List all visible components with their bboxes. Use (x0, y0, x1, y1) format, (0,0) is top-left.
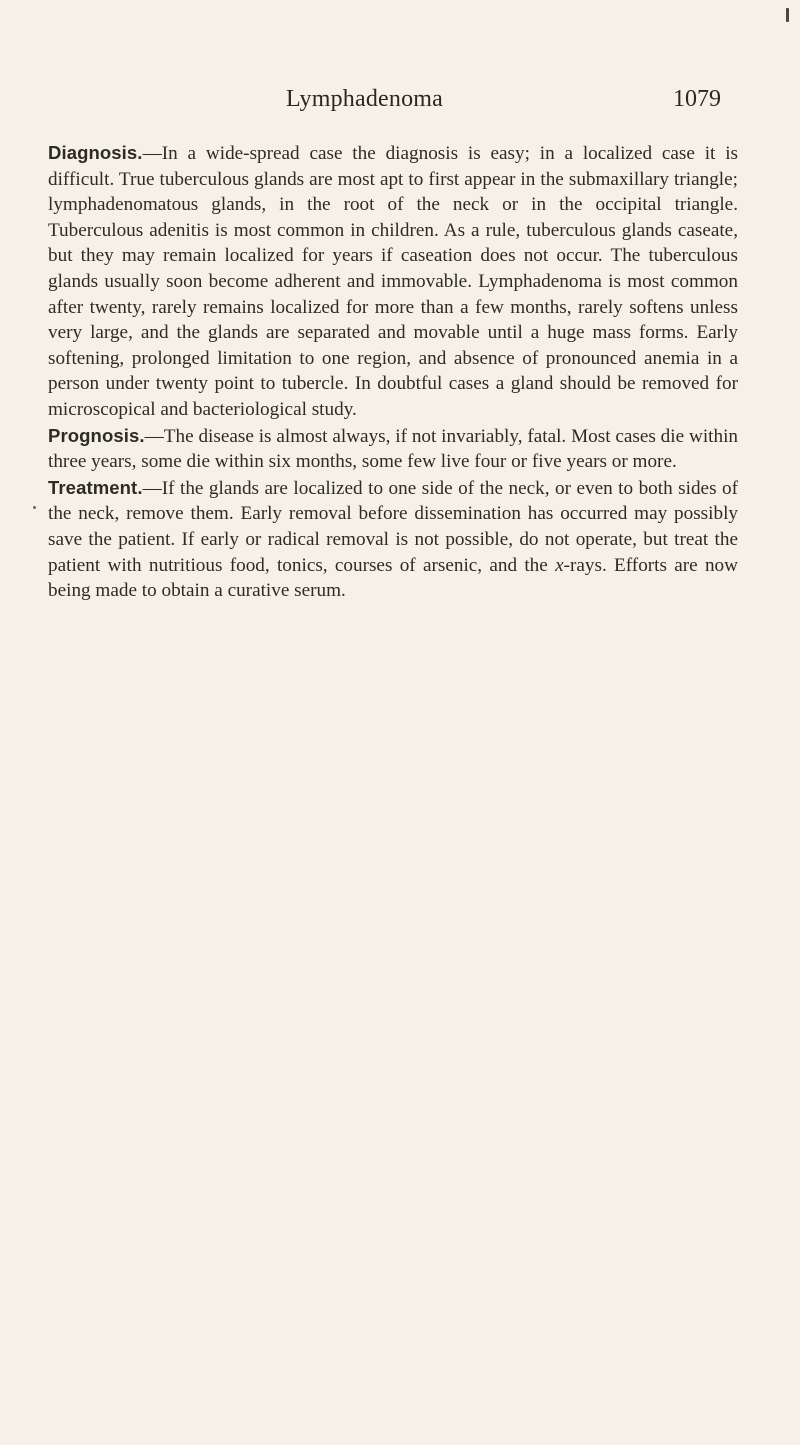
diagnosis-text: —In a wide-spread case the diagnosis is easy; in a localized case it is difficult. True tuberculous glands are most apt to first appear in the submaxillary triangle; lymphadenomatous glands, in the root of the neck or in the occipital triangle. Tuberculous adenitis is most common in children. As a rule, tuberculous glands caseate, but they may remain localized for years if caseation does not occur. The tuberculous glands usually soon become adherent and immovable. Lymphadenoma is most common after twenty, rarely remains localized for more than a few months, rarely softens unless very large, and the glands are separated and movable until a huge mass forms. Early softening, prolonged limitation to one region, and absence of pronounced anemia in a person under twenty point to tubercle. In doubtful cases a gland should be removed for microscopical and bacteriological study. (48, 143, 738, 420)
heading-diagnosis: Diagnosis. (48, 142, 143, 163)
heading-treatment: Treatment. (48, 476, 143, 498)
body-text (48, 140, 738, 604)
paragraph-prognosis (48, 423, 738, 475)
treatment-text-part1: —If the glands are localized to one side of the neck, or even to both sides of the neck, remove them. Early removal before dissemination has occurred may possibly save the patient. If early or radical removal is not possible, do not operate, but treat the patient with nutritious food, tonics, courses of arsenic, and the (48, 477, 738, 576)
prognosis-text: —The disease is almost always, if not invariably, fatal. Most cases die within three years, some die within six months, some few live four or five years or more. (48, 425, 738, 473)
running-head (0, 86, 800, 122)
treatment-italic-x: x (555, 554, 564, 576)
paragraph-diagnosis (48, 140, 738, 423)
page-number: 1079 (673, 86, 721, 112)
heading-prognosis: Prognosis. (48, 424, 145, 446)
scan-edge-mark (786, 8, 789, 22)
treatment-text-part2: -rays. Efforts are now being made to obtain a curative serum. (48, 554, 738, 602)
running-title: Lymphadenoma (286, 86, 444, 112)
margin-speck (33, 506, 36, 509)
paragraph-treatment (48, 475, 738, 604)
